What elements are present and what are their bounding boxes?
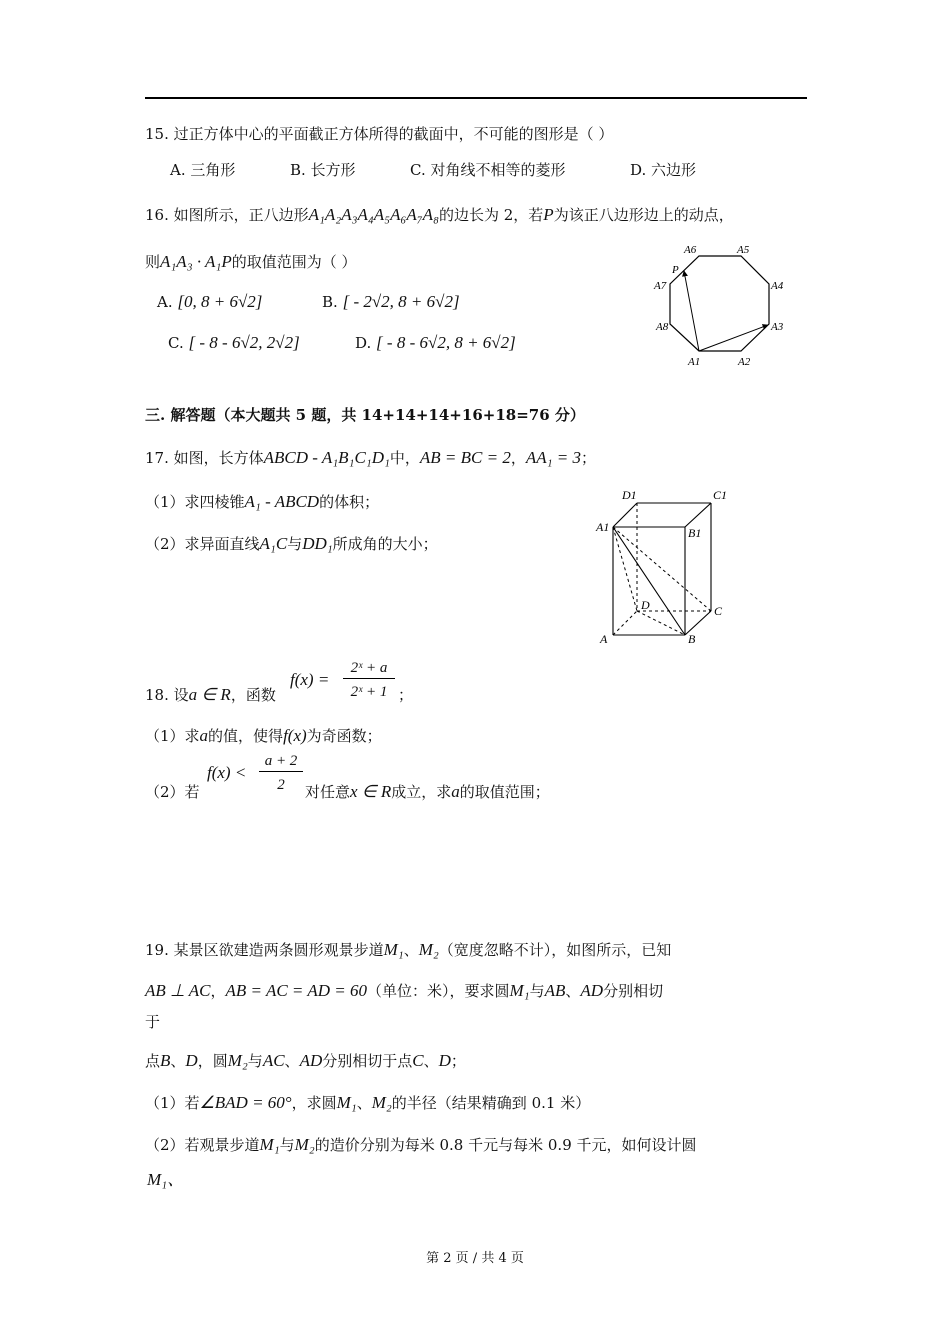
- q16-suffix: 为该正八边形边上的动点，: [553, 206, 734, 224]
- q19-part2: [145, 1135, 697, 1155]
- q19-p2-m2: M₂: [294, 1135, 315, 1154]
- label-p: P: [672, 264, 679, 276]
- q19-eq: AB = AC = AD = 60: [225, 981, 367, 1000]
- q18-p2-denominator: 2: [277, 777, 285, 793]
- q16-expr: A₁A₃ · A₁P: [160, 252, 232, 271]
- q18-p2-prefix: （2）若: [145, 783, 200, 801]
- octagon-figure: [640, 238, 800, 373]
- q19-l2-ab: AB: [544, 981, 566, 1000]
- q19-l4-mid2: 分别相切于点: [322, 1052, 413, 1070]
- q15-option-d: D. 六边形: [630, 161, 697, 179]
- q18-p2-a: a: [451, 782, 460, 801]
- label-a3: A3: [771, 321, 784, 333]
- q19-l4-end: ；: [450, 1052, 466, 1070]
- q17-p2-prefix: （2）求异面直线: [145, 535, 260, 553]
- label-b1: B1: [688, 526, 702, 540]
- q18-p1-mid: 的值，使得: [208, 727, 284, 745]
- q16-option-d-value: [ - 8 - 6√2, 8 + 6√2]: [376, 333, 516, 352]
- q17-mid: 中，: [389, 449, 420, 467]
- label-a1: A1: [596, 520, 610, 534]
- q19-m2: M₂: [418, 940, 439, 959]
- label-a: A: [600, 632, 608, 646]
- q19-l4-with: 与: [247, 1052, 263, 1070]
- q16-line2: [145, 252, 357, 272]
- q18-p2-mid: 对任意: [305, 783, 351, 801]
- q16-p: P: [543, 205, 554, 224]
- octagon-outline: [670, 256, 769, 351]
- q18-p2-numerator: a + 2: [259, 751, 303, 772]
- q19-l4-d2: D: [438, 1051, 451, 1070]
- q18-line1: [145, 685, 276, 705]
- q16-option-c-label: C.: [168, 334, 184, 352]
- q19-p1-angle: ∠BAD = 60°: [199, 1093, 292, 1112]
- label-c: C: [714, 604, 723, 618]
- q17-p2-mid: 与: [287, 535, 303, 553]
- q19-p2-prefix: （2）若观景步道: [145, 1136, 260, 1154]
- q17-part1: [145, 492, 379, 512]
- label-a5: A5: [737, 244, 750, 256]
- q18-prefix: 18. 设: [145, 686, 189, 704]
- q19-l4-mid: ，圆: [197, 1052, 228, 1070]
- q16-option-c-value: [ - 8 - 6√2, 2√2]: [188, 333, 300, 352]
- q17-p1-suffix: 的体积；: [319, 493, 380, 511]
- q19-line1: [145, 940, 671, 960]
- q19-l2-with: 与: [529, 982, 545, 1000]
- q16-line2-suffix: 的取值范围为（ ）: [231, 253, 357, 271]
- q17-prefix: 17. 如图，长方体: [145, 449, 264, 467]
- q18-cond: a ∈ R: [188, 685, 231, 704]
- q17-part2: [145, 534, 438, 554]
- q16-option-a: [157, 292, 262, 312]
- q19-l2-sep: ，: [210, 982, 226, 1000]
- q18-denominator: 2ˣ + 1: [350, 684, 388, 700]
- label-a2: A2: [738, 356, 751, 368]
- q15-stem: 15. 过正方体中心的平面截正方体所得的截面中，不可能的图形是（ ）: [145, 125, 614, 143]
- label-a6: A6: [684, 244, 697, 256]
- q18-numerator: 2ˣ + a: [343, 658, 395, 679]
- label-b: B: [688, 632, 696, 646]
- q18-part2-rest: [305, 782, 550, 802]
- q19-l4-m2: M₂: [227, 1051, 248, 1070]
- q15-option-a: A. 三角形: [170, 161, 236, 179]
- label-c1: C1: [713, 488, 728, 502]
- q18-p1-prefix: （1）求: [145, 727, 200, 745]
- cuboid-figure: [595, 485, 745, 650]
- q19-p2-m1: M₁: [259, 1135, 280, 1154]
- q19-sep1: 、: [403, 941, 419, 959]
- q17-p2-suffix: 所成角的大小；: [332, 535, 438, 553]
- q19-l4-d1: 、: [170, 1052, 186, 1070]
- q19-l2-dun: 、: [565, 982, 581, 1000]
- q15-option-c: C. 对角线不相等的菱形: [410, 161, 566, 179]
- vector-a1a3: [699, 325, 768, 351]
- q16-mid: 的边长为 2，若: [438, 206, 544, 224]
- q19-l2-suffix: 分别相切: [603, 982, 664, 1000]
- q18-p1-suffix: 为奇函数；: [306, 727, 382, 745]
- q19-l4-ac: AC: [262, 1051, 285, 1070]
- q19-l1-suffix: （宽度忽略不计），如图所示，已知: [438, 941, 672, 959]
- q18-p2-mid2: 成立，求: [391, 783, 452, 801]
- q19-p1-dun: 、: [356, 1094, 372, 1112]
- q16-line1: [145, 205, 734, 225]
- q16-option-d: [355, 333, 516, 353]
- page-footer: 第 2 页 / 共 4 页: [426, 1251, 524, 1266]
- q19-l4-d: D: [185, 1051, 198, 1070]
- q18-f: f(x) =: [290, 670, 330, 689]
- q18-p2-x: x ∈ R: [350, 782, 392, 801]
- q19-l2-ad: AD: [580, 981, 604, 1000]
- q19-p1-m2: M₂: [371, 1093, 392, 1112]
- q18-p1-f: f(x): [283, 726, 307, 745]
- q17-p2-a: A₁C: [259, 534, 288, 553]
- section3-title: 三. 解答题（本大题共 5 题，共 14+14+14+16+18=76 分）: [145, 406, 585, 424]
- q19-l4-dun: 、: [284, 1052, 300, 1070]
- q19-l2-mid: （单位：米），要求圆: [366, 982, 510, 1000]
- q19-p2-tail: M₁、: [147, 1170, 185, 1189]
- q16-line2-prefix: 则: [145, 253, 161, 271]
- q18-p1-a: a: [199, 726, 209, 745]
- q17-line1: [145, 448, 596, 468]
- q18-part1: [145, 726, 382, 746]
- q19-p2-suffix: 的造价分别为每米 0.8 千元与每米 0.9 千元，如何设计圆: [314, 1136, 697, 1154]
- q17-p1-expr: A₁ - ABCD: [244, 492, 320, 511]
- q19-p1-m1: M₁: [336, 1093, 357, 1112]
- q17-p1-prefix: （1）求四棱锥: [145, 493, 245, 511]
- header-rule: [145, 97, 807, 99]
- q16-option-c: [168, 333, 300, 353]
- q19-l4-c: C: [412, 1051, 424, 1070]
- label-a4: A4: [771, 280, 784, 292]
- q16-option-b-value: [ - 2√2, 8 + 6√2]: [342, 292, 460, 311]
- q19-line3: 于: [145, 1013, 161, 1031]
- q16-polygon: A₁A₂A₃A₄A₅A₆A₇A₈: [308, 205, 439, 224]
- q17-end: ；: [581, 449, 597, 467]
- q16-option-b: [322, 292, 460, 312]
- q19-l1-prefix: 19. 某景区欲建造两条圆形观景步道: [145, 941, 384, 959]
- q19-line2: [145, 981, 663, 1001]
- q16-option-d-label: D.: [355, 334, 372, 352]
- label-a1: A1: [688, 356, 701, 368]
- q18-end: ；: [398, 686, 414, 704]
- q19-perp: AB ⊥ AC: [145, 981, 211, 1000]
- q16-prefix: 16. 如图所示，正八边形: [145, 206, 309, 224]
- label-a8: A8: [656, 321, 669, 333]
- q18-mid: ，函数: [230, 686, 276, 704]
- q19-p2-with: 与: [279, 1136, 295, 1154]
- q17-p2-b: DD₁: [302, 534, 333, 553]
- q19-l4-b: B: [160, 1051, 171, 1070]
- q19-l4-ad: AD: [299, 1051, 323, 1070]
- q19-part1: [145, 1093, 590, 1113]
- q17-sep: ，: [510, 449, 526, 467]
- q19-line4: [145, 1051, 466, 1071]
- q19-l4-dun2: 、: [423, 1052, 439, 1070]
- label-a7: A7: [654, 280, 667, 292]
- q19-p1-mid: ，求圆: [291, 1094, 337, 1112]
- q18-p2-suffix: 的取值范围；: [459, 783, 550, 801]
- q19-p1-prefix: （1）若: [145, 1094, 200, 1112]
- q19-m1: M₁: [383, 940, 404, 959]
- label-d1: D1: [622, 488, 637, 502]
- q18-p2-f: f(x) <: [207, 763, 247, 782]
- q16-option-b-label: B.: [322, 293, 338, 311]
- q16-option-a-label: A.: [157, 293, 173, 311]
- q19-l4-prefix: 点: [145, 1052, 161, 1070]
- q17-eq2: AA₁ = 3: [525, 448, 582, 467]
- label-d: D: [641, 598, 650, 612]
- q16-option-a-value: [0, 8 + 6√2]: [177, 292, 263, 311]
- q19-l2-m1: M₁: [509, 981, 530, 1000]
- q17-solid: ABCD - A₁B₁C₁D₁: [263, 448, 390, 467]
- q15-option-b: B. 长方形: [290, 161, 356, 179]
- q19-p1-suffix: 的半径（结果精确到 0.1 米）: [391, 1094, 591, 1112]
- q17-eq1: AB = BC = 2: [419, 448, 511, 467]
